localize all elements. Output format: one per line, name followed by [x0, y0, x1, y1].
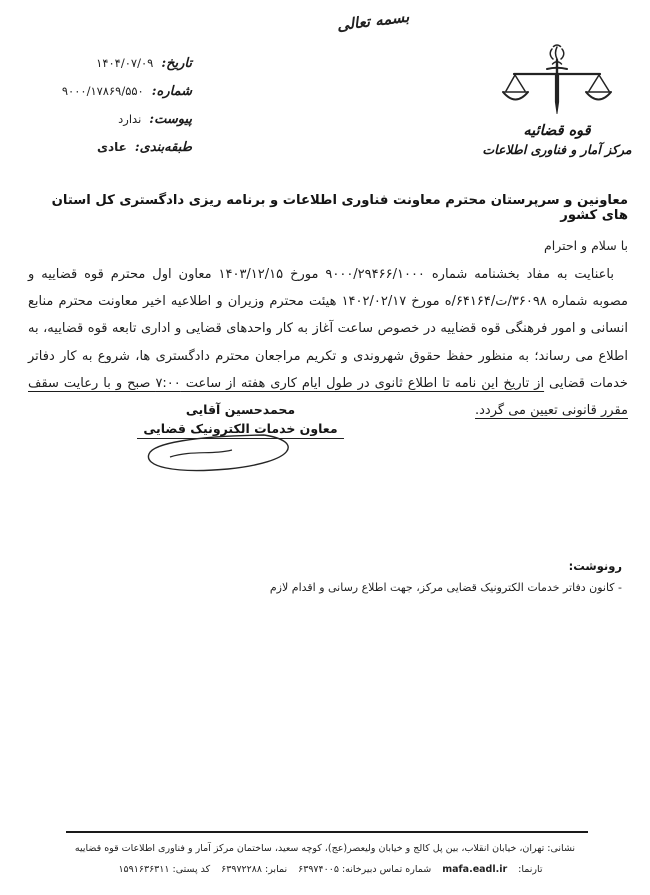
- footer-divider: [66, 831, 588, 833]
- signer-title: معاون خدمات الکترونیک قضایی: [137, 421, 343, 439]
- classification-value: عادی: [96, 140, 127, 154]
- letter-meta-block: [16, 52, 192, 164]
- date-label: تاریخ:: [161, 56, 192, 71]
- meta-row-date: [16, 52, 192, 71]
- footer-address: نشانی: تهران، خیابان انقلاب، بین پل کالج و خیابان ولیعصر(عج)، کوچه سعید، ساختمان مرکز آمار و فناوری اطلاعات قوه قضاییه: [74, 843, 576, 854]
- number-label: شماره:: [151, 84, 192, 99]
- cc-label: رونوشت:: [568, 559, 622, 573]
- attachment-label: پیوست:: [149, 112, 192, 127]
- org-name: قوه قضائیه: [523, 122, 591, 139]
- signer-name: محمدحسین آقایی: [185, 402, 296, 417]
- salutation: با سلام و احترام: [544, 238, 628, 253]
- judiciary-scales-emblem-icon: [501, 44, 613, 120]
- fax-number: نمابر: ۶۳۹۷۲۲۸۸: [221, 864, 288, 875]
- meta-row-attachment: [16, 108, 192, 127]
- body-text: باعنایت به مفاد بخشنامه شماره ۹۰۰۰/۲۹۴۶۶/۱۰۰۰ مورخ ۱۴۰۳/۱۲/۱۵ معاون اول محترم قوه قضاییه و مصوبه شماره ۳۶۰۹۸/ت/۶۴۱۶۴/ه مورخ ۱۴۰۲/۰۲/۱۷ هیئت محترم وزیران و اطلاعیه اخیر معاونت محترم منابع انسانی و امور فرهنگی قوه قضاییه در خصوص ساعت آغاز به کار واحدهای قضایی و اداری تابعه قوه قضاییه، به اطلاع می رساند؛ به منظور حفظ حقوق شهروندی و تکریم مراجعان محترم دادگستری ها، شروع به کار دفاتر خدمات قضایی: [28, 267, 629, 391]
- body-text-underlined: از تاریخ این نامه تا اطلاع ثانوی در طول ایام کاری هفته از ساعت ۷:۰۰ صبح و با رعایت سقف مقرر قانونی تعیین می گردد.: [28, 375, 628, 419]
- meta-row-number: [16, 80, 192, 99]
- cc-item: - کانون دفاتر خدمات الکترونیک قضایی مرکز، جهت اطلاع رسانی و اقدام لازم: [269, 581, 622, 594]
- website-link[interactable]: mafa.eadl.ir: [442, 864, 508, 875]
- letterhead-block: [482, 44, 632, 157]
- footer-contact-row: [30, 864, 620, 875]
- postal-code: کد پستی: ۱۵۹۱۶۳۶۳۱۱: [118, 864, 211, 875]
- letter-body: [28, 261, 628, 424]
- number-value: ۹۰۰۰/۱۷۸۶۹/۵۵۰: [61, 84, 144, 98]
- date-value: ۱۴۰۴/۰۷/۰۹: [96, 56, 154, 70]
- recipient-heading: معاونین و سرپرستان محترم معاونت فناوری اطلاعات و برنامه ریزی دادگستری کل استان های کشور: [51, 193, 628, 223]
- org-unit: مرکز آمار و فناوری اطلاعات: [482, 142, 632, 157]
- meta-row-classification: [16, 136, 192, 155]
- attachment-value: ندارد: [118, 112, 142, 126]
- signature-block: [128, 402, 353, 439]
- bismillah-calligraphy: بسمه تعالی: [335, 7, 411, 35]
- classification-label: طبقه‌بندی:: [134, 140, 192, 155]
- cc-block: [28, 559, 622, 594]
- website-label: تارنما:: [518, 864, 543, 875]
- secretariat-phone: شماره تماس دبیرخانه: ۶۳۹۷۴۰۰۵: [298, 864, 432, 875]
